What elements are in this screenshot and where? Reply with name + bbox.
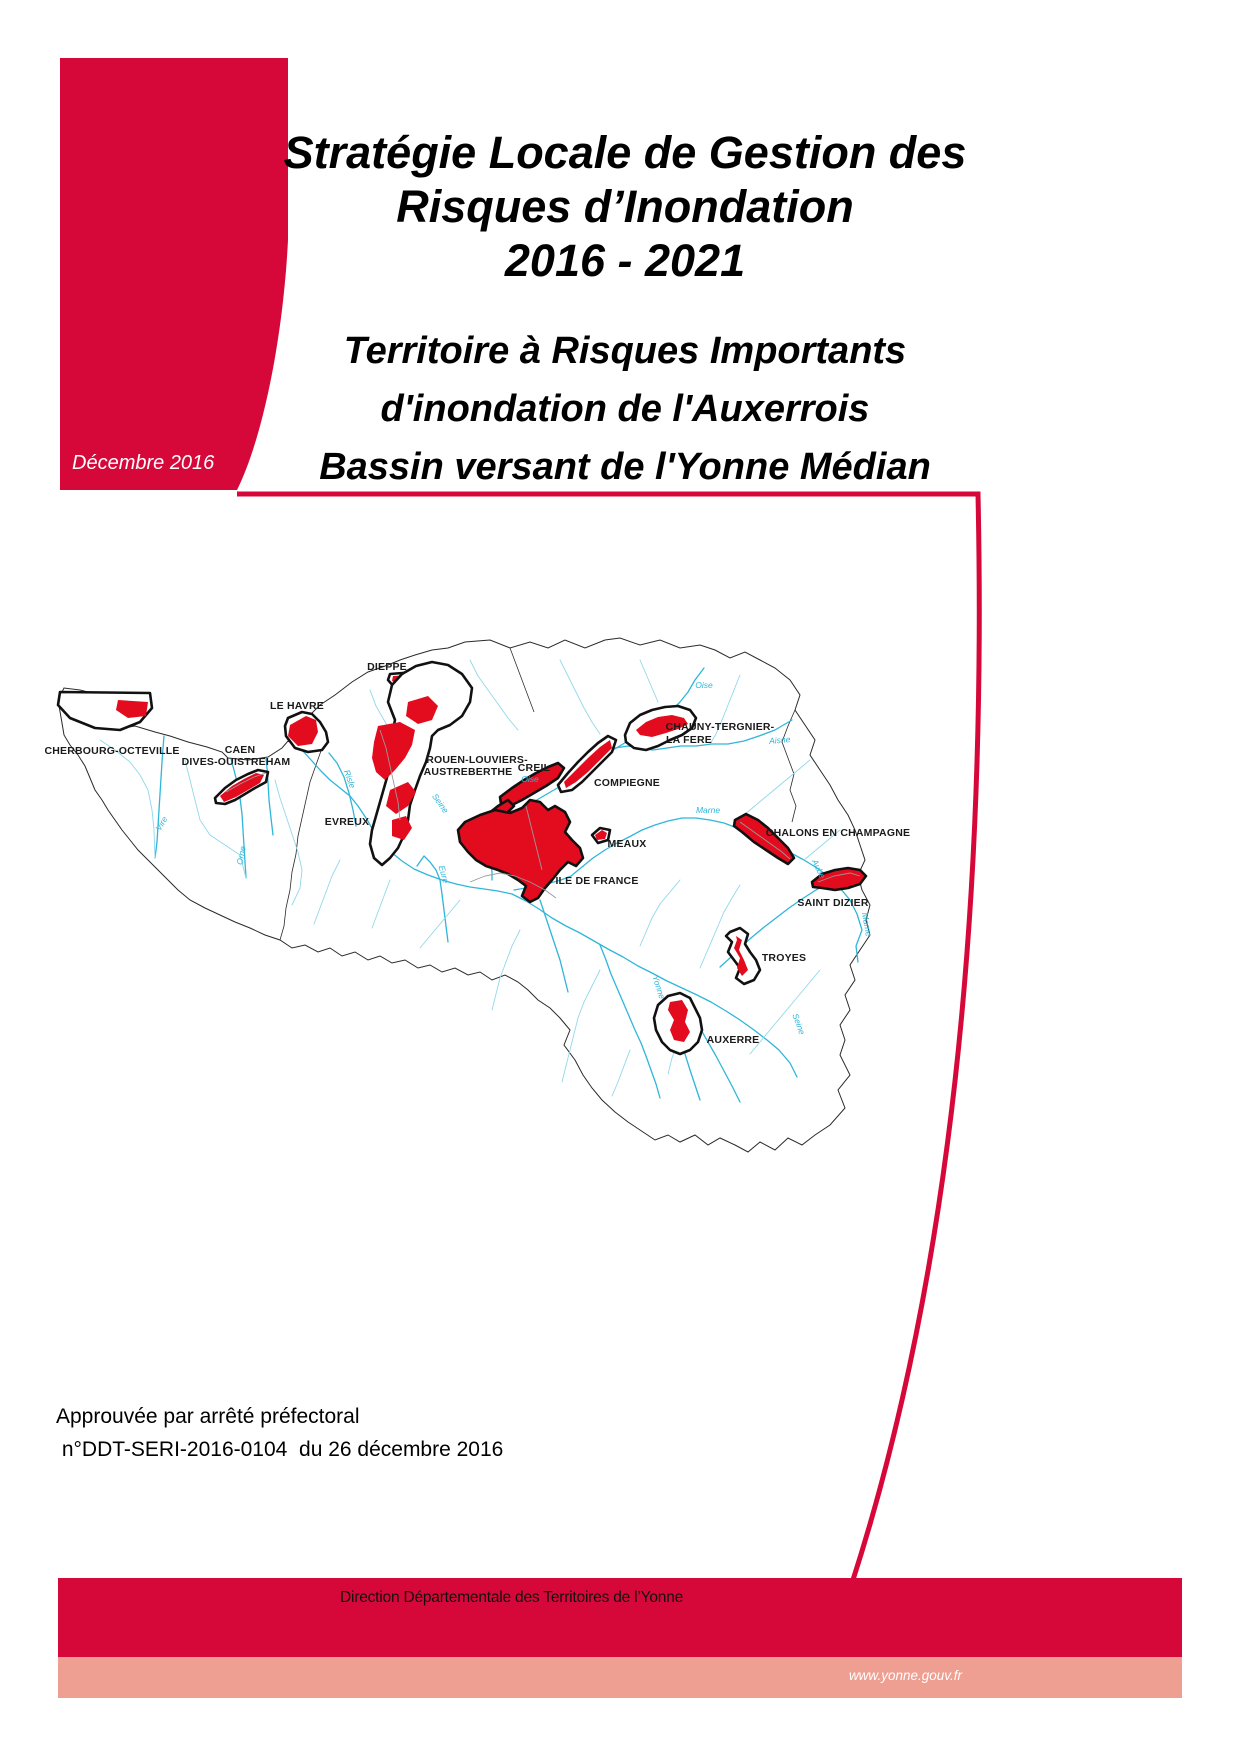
label-lehavre: LE HAVRE bbox=[270, 700, 324, 712]
river-seine bbox=[292, 742, 797, 1077]
label-river-risle: Risle bbox=[341, 768, 358, 790]
label-chauny-1: CHAUNY-TERGNIER- bbox=[665, 721, 775, 733]
title-line-2: Risques d’Inondation bbox=[396, 181, 854, 232]
approval-line-2: n°DDT-SERI-2016-0104 du 26 décembre 2016 bbox=[56, 1438, 504, 1461]
subtitle-block bbox=[240, 322, 1010, 496]
label-river-aisne: Aisne bbox=[768, 734, 791, 746]
subtitle-line-2: d'inondation de l'Auxerrois bbox=[380, 388, 870, 430]
label-cherbourg: CHERBOURG-OCTEVILLE bbox=[44, 745, 180, 757]
edition-date: Décembre 2016 bbox=[72, 452, 215, 474]
title-line-3: 2016 - 2021 bbox=[504, 235, 746, 286]
label-river-marne-2: Marne bbox=[859, 911, 874, 938]
label-iledefrance: ILE DE FRANCE bbox=[555, 875, 639, 887]
subtitle-line-3: Bassin versant de l'Yonne Médian bbox=[319, 446, 931, 488]
label-river-orne: Orne bbox=[234, 845, 248, 866]
label-saintdizier: SAINT DIZIER bbox=[797, 897, 869, 909]
label-river-yonne: Yonne bbox=[650, 974, 668, 1001]
footer-department: Direction Départementale des Territoires de l’Yonne bbox=[340, 1589, 684, 1606]
label-river-marne-1: Marne bbox=[695, 805, 721, 815]
label-creil: CREIL bbox=[517, 762, 551, 774]
approval-line-1: Approuvée par arrêté préfectoral bbox=[56, 1405, 360, 1428]
river-loing bbox=[540, 900, 568, 992]
title-block bbox=[240, 126, 1010, 288]
label-dieppe: DIEPPE bbox=[367, 661, 407, 673]
label-auxerre: AUXERRE bbox=[706, 1034, 760, 1046]
label-evreux: EVREUX bbox=[324, 816, 370, 828]
label-rouen-2: AUSTREBERTHE bbox=[423, 766, 513, 778]
label-river-aube: Aube bbox=[809, 857, 828, 880]
label-troyes: TROYES bbox=[761, 952, 807, 964]
label-river-oise-1: Oise bbox=[695, 680, 713, 690]
label-rouen-1: ROUEN-LOUVIERS- bbox=[426, 754, 528, 766]
label-river-vire: Vire bbox=[153, 814, 170, 833]
label-compiegne: COMPIEGNE bbox=[594, 777, 660, 789]
label-chalons: CHALONS EN CHAMPAGNE bbox=[765, 827, 910, 839]
label-meaux: MEAUX bbox=[607, 838, 647, 850]
tri-troyes bbox=[726, 928, 760, 984]
label-dives: DIVES-OUISTREHAM bbox=[181, 756, 291, 768]
map bbox=[40, 630, 910, 1170]
approval-statement bbox=[56, 1400, 503, 1466]
subtitle-line-1: Territoire à Risques Importants bbox=[343, 330, 907, 372]
river-touques bbox=[266, 758, 273, 835]
title-line-1: Stratégie Locale de Gestion des bbox=[283, 127, 967, 178]
label-river-oise-2: Oise bbox=[521, 774, 539, 784]
label-caen: CAEN bbox=[224, 744, 256, 756]
label-river-seine-1: Seine bbox=[430, 791, 451, 816]
label-chauny-2: LA FERE bbox=[666, 734, 712, 746]
footer-website: www.yonne.gouv.fr bbox=[848, 1668, 962, 1683]
label-river-seine-2: Seine bbox=[790, 1012, 808, 1036]
river-yonne bbox=[600, 945, 660, 1098]
label-river-eure: Eure bbox=[436, 864, 452, 885]
